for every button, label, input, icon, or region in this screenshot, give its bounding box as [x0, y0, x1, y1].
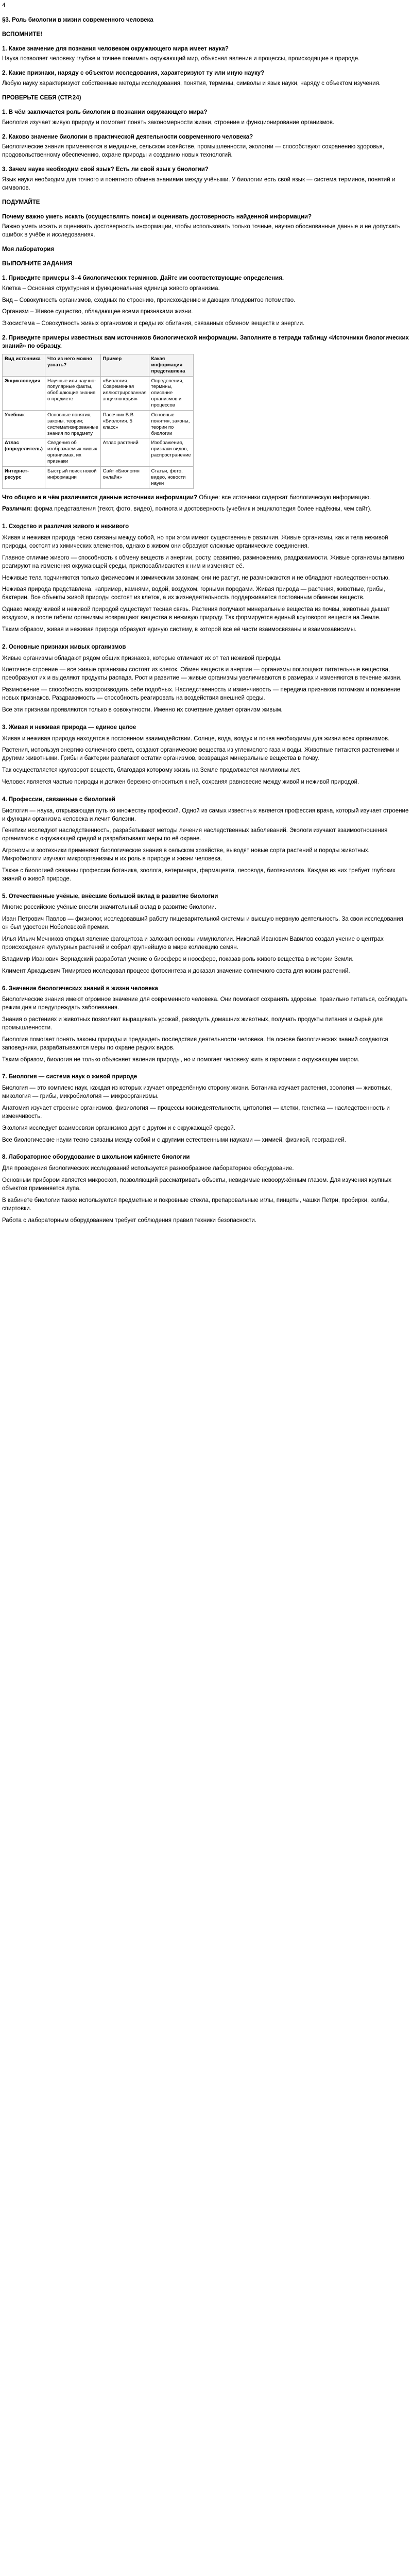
answer: Биологические знания применяются в медицине, сельском хозяйстве, промышленности, экологии — способствуют сохранению здоровья, продовольственному обеспечению, охране природы и созданию новых технологий.	[2, 144, 384, 159]
table-cell: Пасечник В.В. «Биология. 5 класс»	[100, 410, 149, 438]
table-header: Пример	[100, 354, 149, 376]
paragraph: Неживые тела подчиняются только физическим и химическим законам; они не растут, не размножаются и не обладают наследственностью.	[2, 574, 390, 581]
paragraph: Климент Аркадьевич Тимирязев исследовал процесс фотосинтеза и доказал значение солнечного света для жизни растений.	[2, 968, 350, 974]
section-title: 8. Лабораторное оборудование в школьном кабинете биологии	[2, 1154, 190, 1161]
answer: Важно уметь искать и оценивать достоверность информации, чтобы использовать только точные, научно обоснованные данные и не допускать ошибок в учёбе и исследованиях.	[2, 224, 401, 239]
table-header: Какая информация представлена	[149, 354, 193, 376]
table-cell: Энциклопедия	[3, 376, 45, 410]
answer: Любую науку характеризуют собственные методы исследования, понятия, термины, символы и язык науки, наряду с объектом изучения.	[2, 80, 381, 87]
task-question: 1. Приведите примеры 3–4 биологических терминов. Дайте им соответствующие определения.	[2, 275, 284, 281]
summary-value: форма представления (текст, фото, видео), полнота и достоверность (учебник и энциклопедия более надёжны, чем сайт).	[33, 506, 372, 513]
section-title: 7. Биология — система наук о живой природе	[2, 1074, 138, 1080]
paragraph: Иван Петрович Павлов — физиолог, исследовавший работу пищеварительной системы и высшую нервную деятельность. За свои исследования он был удостоен Нобелевской премии.	[2, 916, 403, 931]
list-item: Клетка – Основная структурная и функциональная единица живого организма.	[2, 285, 220, 292]
summary-key: Различия:	[2, 506, 32, 513]
section-title: 3. Живая и неживая природа — единое целое	[2, 724, 136, 731]
check-block	[2, 109, 410, 193]
paragraph: Неживая природа представлена, например, камнями, водой, воздухом, горными породами. Живая природа — растения, животные, грибы, бактерии. Все объекты живой природы состоят из клеток, а их жизнедеятельность поддерживается постоянным обменом веществ.	[2, 586, 385, 601]
section-title: 4. Профессии, связанные с биологией	[2, 796, 115, 803]
paragraph: Размножение — способность воспроизводить себе подобных. Наследственность и изменчивость — передача признаков потомкам и появление новых признаков. Раздражимость — способность реагировать на воздействия внешней среды.	[2, 687, 401, 702]
table-cell: Интернет-ресурс	[3, 466, 45, 488]
section	[2, 523, 410, 634]
question: 1. Какое значение для познания человеком окружающего мира имеет наука?	[2, 45, 229, 52]
summary-item	[2, 494, 410, 502]
paragraph: Многие российские учёные внесли значительный вклад в развитие биологии.	[2, 904, 216, 911]
paragraph: Все эти признаки проявляются только в совокупности. Именно их сочетание делает организм живым.	[2, 706, 283, 713]
table-row	[3, 376, 194, 410]
paragraph: Однако между живой и неживой природой существует тесная связь. Растения получают минеральные вещества из почвы, животные дышат воздухом, а после гибели организмы возвращают вещества в неживую природу. Так формируется единый круговорот веществ на Земле.	[2, 606, 390, 621]
paragraph: Так осуществляется круговорот веществ, благодаря которому жизнь на Земле продолжается миллионы лет.	[2, 767, 301, 774]
answer: Язык науки необходим для точного и понятного обмена знаниями между учёными. У биологии есть свой язык — система терминов, понятий и символов.	[2, 177, 396, 191]
paragraph: Анатомия изучает строение организмов, физиология — процессы жизнедеятельности, цитология — клетки, генетика — наследственность и изменчивость.	[2, 1105, 390, 1120]
paragraph: Живая и неживая природа тесно связаны между собой, но при этом имеют существенные различия. Живые организмы, как и тела неживой природы, состоят из химических элементов, однако в живом они образуют сложные органические соединения.	[2, 535, 388, 549]
section	[2, 724, 410, 787]
section	[2, 1073, 410, 1144]
table-row	[3, 438, 194, 467]
summary-key: Что общего и в чём различается данные источники информации?	[2, 494, 197, 501]
table-cell: Основные понятия, законы, теории; систематизированные знания по предмету	[45, 410, 100, 438]
paragraph: Владимир Иванович Вернадский разработал учение о биосфере и ноосфере, показав роль живого вещества в истории Земли.	[2, 956, 354, 962]
paragraph: Работа с лабораторным оборудованием требует соблюдения правил техники безопасности.	[2, 1217, 257, 1224]
section	[2, 796, 410, 884]
list-item: Организм – Живое существо, обладающее всеми признаками жизни.	[2, 309, 193, 315]
paragraph: Генетики исследуют наследственность, разрабатывают методы лечения наследственных заболеваний. Экологи изучают взаимоотношения организмов с окружающей средой и разрабатывают меры по её охране.	[2, 827, 388, 842]
table-cell: Атлас растений	[100, 438, 149, 467]
paragraph: В кабинете биологии также используются предметные и покровные стёкла, препаровальные иглы, пинцеты, чашки Петри, пробирки, колбы, спиртовки.	[2, 1197, 389, 1212]
list-item: Вид – Совокупность организмов, сходных по строению, происхождению и дающих плодовитое потомство.	[2, 297, 296, 303]
sources-table	[2, 354, 194, 489]
table-cell: Изображения, признаки видов, распространение	[149, 438, 193, 467]
paragraph: Главное отличие живого — способность к обмену веществ и энергии, росту, развитию, размножению, раздражимости. Живые организмы активно реагируют на изменения окружающей среды, приспосабливаются к ним и изменяют её.	[2, 554, 404, 569]
lab-label: Моя лаборатория	[2, 246, 54, 253]
table-cell: Быстрый поиск новой информации	[45, 466, 100, 488]
paragraph: Экология исследует взаимосвязи организмов друг с другом и с окружающей средой.	[2, 1125, 235, 1131]
question: 2. Каково значение биологии в практической деятельности современного человека?	[2, 133, 253, 140]
paragraph: Биологические знания имеют огромное значение для современного человека. Они помогают сохранять здоровье, правильно питаться, соблюдать режим дня и предупреждать заболевания.	[2, 996, 408, 1011]
table-header: Вид источника	[3, 354, 45, 376]
section-title: 1. Сходство и различия живого и неживого	[2, 523, 129, 530]
section	[2, 1154, 410, 1225]
paragraph: Таким образом, биология не только объясняет явления природы, но и помогает человеку жить в гармонии с окружающим миром.	[2, 1056, 359, 1063]
question: 1. В чём заключается роль биологии в познании окружающего мира?	[2, 109, 208, 115]
table-cell: «Биология. Современная иллюстрированная энциклопедия»	[100, 376, 149, 410]
paragraph: Человек является частью природы и должен бережно относиться к ней, сохраняя равновесие между живой и неживой природой.	[2, 779, 359, 786]
answer: Наука позволяет человеку глубже и точнее понимать окружающий мир, объяснял явления и процессы, происходящие в природе.	[2, 56, 360, 62]
paragraph: Для проведения биологических исследований используется разнообразное лабораторное оборудование.	[2, 1165, 294, 1172]
section-title: 5. Отечественные учёные, внёсшие большой вклад в развитие биологии	[2, 893, 218, 900]
answer: Биология изучает живую природу и помогает понять закономерности жизни, строение и функционирование организмов.	[2, 119, 335, 126]
table-cell: Определения, термины, описание организмов и процессов	[149, 376, 193, 410]
paragraph: Основным прибором является микроскоп, позволяющий рассматривать объекты, невидимые невооружённым глазом. Для изучения крупных объектов применяется лупа.	[2, 1177, 392, 1192]
document	[0, 0, 412, 1225]
paragraph: Живая и неживая природа находятся в постоянном взаимодействии. Солнце, вода, воздух и почва необходимы для жизни всех организмов.	[2, 735, 390, 742]
paragraph: Биология — это комплекс наук, каждая из которых изучает определённую сторону жизни. Ботаника изучает растения, зоология — животных, микология — грибы, микробиология — микроорганизмы.	[2, 1085, 392, 1100]
table-row	[3, 410, 194, 438]
list-item: Экосистема – Совокупность живых организмов и среды их обитания, связанных обменом веществ и энергии.	[2, 320, 305, 327]
section-title: 2. Основные признаки живых организмов	[2, 643, 126, 650]
paragraph: Живые организмы обладают рядом общих признаков, которые отличают их от тел неживой природы.	[2, 655, 282, 662]
task-question: 2. Приведите примеры известных вам источников биологической информации. Заполните в тетради таблицу «Источники биологических знаний» по образцу.	[2, 335, 409, 350]
paragraph: Растения, используя энергию солнечного света, создают органические вещества из углекислого газа и воды. Животные питаются растениями и другими животными. Грибы и бактерии разлагают остатки организмов, возвращая минеральные вещества в почву.	[2, 747, 400, 762]
summary-item	[2, 505, 410, 514]
table-cell: Учебник	[3, 410, 45, 438]
table-header: Что из него можно узнать?	[45, 354, 100, 376]
section	[2, 985, 410, 1064]
table-header-row	[3, 354, 194, 376]
table-cell: Сайт «Биология онлайн»	[100, 466, 149, 488]
section-title: 6. Значение биологических знаний в жизни человека	[2, 985, 158, 992]
table-cell: Научные или научно-популярные факты, обобщающие знания о предмете	[45, 376, 100, 410]
remember-block	[2, 45, 410, 88]
paragraph: Также с биологией связаны профессии ботаника, зоолога, ветеринара, фармацевта, лесовода, биотехнолога. Каждая из них требует глубоких знаний о живой природе.	[2, 867, 396, 882]
table-cell: Статьи, фото, видео, новости науки	[149, 466, 193, 488]
question: Почему важно уметь искать (осуществлять поиск) и оценивать достоверность найденной информации?	[2, 213, 312, 220]
summary	[2, 494, 410, 514]
table-row	[3, 466, 194, 488]
question: 2. Какие признаки, наряду с объектом исследования, характеризуют ту или иную науку?	[2, 70, 265, 77]
paragraph: Клеточное строение — все живые организмы состоят из клеток. Обмен веществ и энергии — организмы поглощают питательные вещества, преобразуют их и выделяют продукты распада. Рост и развитие — живые организмы увеличиваются в размерах и изменяются в течение жизни.	[2, 667, 402, 682]
paragraph: Все биологические науки тесно связаны между собой и с другими естественными науками — химией, физикой, географией.	[2, 1137, 346, 1143]
table-cell: Сведения об изображаемых живых организмах, их признаки	[45, 438, 100, 467]
think-label: ПОДУМАЙТЕ	[2, 199, 40, 206]
page-title: §3. Роль биологии в жизни современного человека	[2, 16, 153, 23]
paragraph: Илья Ильич Мечников открыл явление фагоцитоза и заложил основы иммунологии. Николай Иванович Вавилов создал учение о центрах происхождения культурных растений и собрал крупнейшую в мире коллекцию семян.	[2, 936, 384, 951]
page-marker: 4	[2, 3, 6, 9]
paragraph: Агрономы и зоотехники применяют биологические знания в сельском хозяйстве, выводят новые сорта растений и породы животных. Микробиологи изучают микроорганизмы и их роль в природе и жизни человека.	[2, 848, 370, 862]
summary-value: Общее: все источники содержат биологическую информацию.	[199, 494, 371, 501]
remember-label: ВСПОМНИТЕ!	[2, 31, 43, 38]
question: 3. Зачем науке необходим свой язык? Есть ли свой язык у биологии?	[2, 166, 209, 173]
paragraph: Знания о растениях и животных позволяют выращивать урожай, разводить домашних животных, получать продукты питания и сырьё для промышленности.	[2, 1016, 383, 1031]
paragraph: Таким образом, живая и неживая природа образуют единую систему, в которой все её части взаимосвязаны и взаимозависимы.	[2, 626, 357, 633]
check-label: ПРОВЕРЬТЕ СЕБЯ (СТР.24)	[2, 95, 81, 101]
paragraph: Биология помогает понять законы природы и предвидеть последствия деятельности человека. На основе биологических знаний создаются заповедники, разрабатываются меры по охране редких видов.	[2, 1036, 388, 1051]
section	[2, 643, 410, 715]
table-cell: Основные понятия, законы, теории по биологии	[149, 410, 193, 438]
terms-list	[2, 285, 410, 328]
section	[2, 893, 410, 976]
task-label: ВЫПОЛНИТЕ ЗАДАНИЯ	[2, 261, 73, 267]
paragraph: Биология — наука, открывающая путь ко множеству профессий. Одной из самых известных является профессия врача, который изучает строение и функции организма человека и лечит болезни.	[2, 807, 409, 822]
table-cell: Атлас (определитель)	[3, 438, 45, 467]
